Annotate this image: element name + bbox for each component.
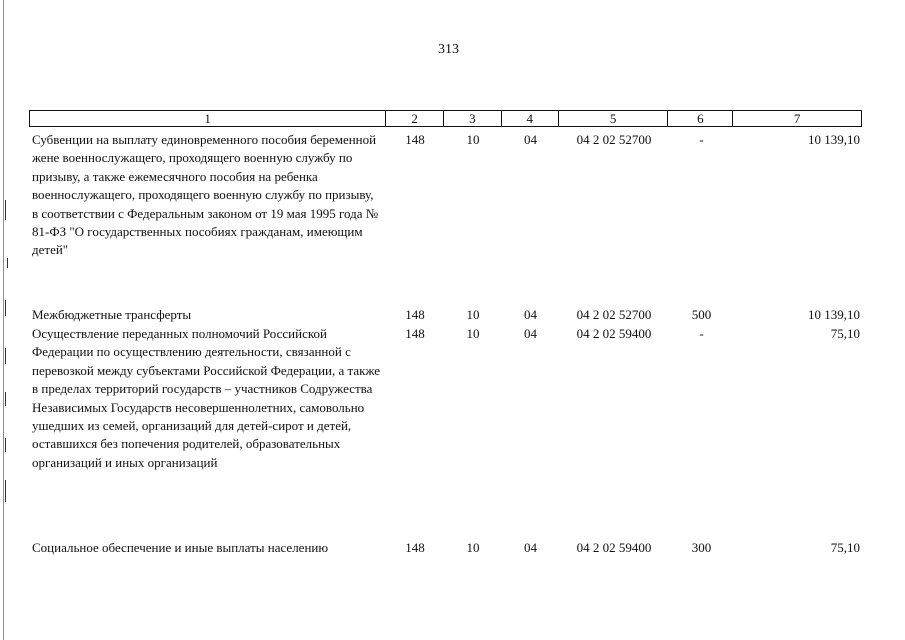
row-subsection: 04 (524, 307, 537, 322)
row-ministry: 148 (405, 132, 425, 147)
row-amount: 10 139,10 (808, 132, 860, 147)
scan-margin-line (3, 0, 4, 640)
row-subsection: 04 (524, 540, 537, 555)
row-section: 10 (466, 326, 480, 341)
table-header (29, 110, 862, 127)
row-target: 04 2 02 59400 (576, 540, 652, 555)
row-section: 10 (466, 307, 480, 322)
header-col-1: 1 (30, 111, 386, 126)
row-ministry: 148 (405, 326, 425, 341)
row-target: 04 2 02 52700 (576, 132, 652, 147)
row-subsection: 04 (524, 132, 537, 147)
scan-tick-mark (5, 200, 6, 220)
row-amount: 10 139,10 (808, 307, 860, 322)
header-col-5: 5 (559, 111, 669, 126)
row-section: 10 (466, 540, 480, 555)
scan-tick-mark (7, 258, 8, 268)
row-name: Социальное обеспечение и иные выплаты населению (32, 540, 329, 555)
row-section: 10 (466, 132, 480, 147)
row-ministry: 148 (405, 540, 425, 555)
header-col-2: 2 (386, 111, 444, 126)
row-target: 04 2 02 59400 (576, 326, 652, 341)
row-subsection: 04 (524, 326, 537, 341)
row-amount: 75,10 (830, 540, 860, 555)
scan-tick-mark (5, 300, 6, 316)
row-amount: 75,10 (830, 326, 860, 341)
row-ministry: 148 (405, 307, 425, 322)
header-col-7: 7 (793, 111, 801, 126)
row-name: Осуществление переданных полномочий Российской Федерации по осуществлению деятельности, связанной с перевозкой между субъектами Российской Федерации, а также в пределах территорий государств – участников Содружества Независимых Государств несовершеннолетних, самовольно ушедших из семей, организаций для детей-сирот и детей, оставшихся без попечения родителей, образовательных организаций и иных организаций (32, 326, 381, 470)
page-number: 313 (438, 42, 459, 57)
row-expense-type: - (699, 326, 704, 341)
scan-tick-mark (5, 438, 6, 452)
scan-tick-mark (5, 480, 6, 502)
row-name: Межбюджетные трансферты (32, 307, 192, 322)
row-expense-type: 300 (691, 540, 712, 555)
scan-tick-mark (5, 348, 6, 364)
row-expense-type: - (699, 132, 704, 147)
scan-tick-mark (5, 392, 6, 406)
row-expense-type: 500 (691, 307, 712, 322)
header-col-3: 3 (444, 111, 502, 126)
header-col-4: 4 (502, 111, 559, 126)
header-col-6: 6 (668, 111, 733, 126)
row-name: Субвенции на выплату единовременного пособия беременной жене военнослужащего, проходящего военную службу по призыву, а также ежемесячного пособия на ребенка военнослужащего, проходящего военную службу по призыву, в соответствии с Федеральным законом от 19 мая 1995 года № 81-ФЗ "О государственных пособиях гражданам, имеющим детей" (32, 132, 379, 258)
row-target: 04 2 02 52700 (576, 307, 652, 322)
